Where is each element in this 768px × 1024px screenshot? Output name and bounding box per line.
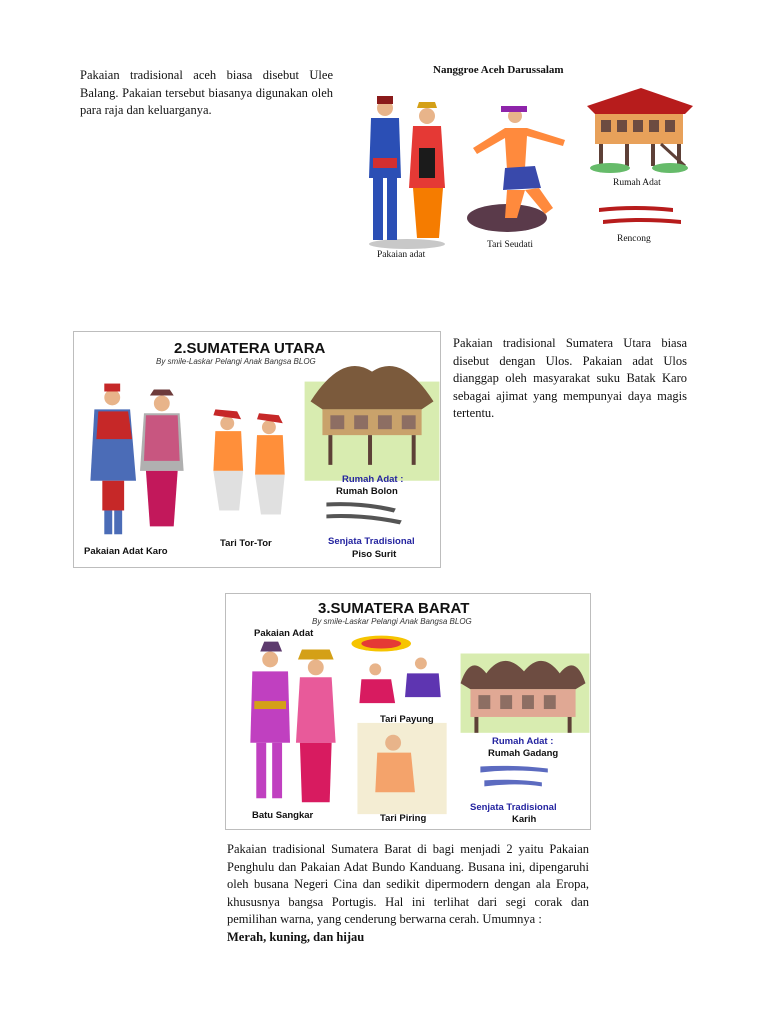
sumbar-label-clothing-top: Pakaian Adat [254,628,314,639]
sumut-illustration [74,332,440,567]
aceh-label-clothing: Pakaian adat [377,250,426,260]
sumbar-paragraph [227,841,589,946]
sumbar-label-clothing: Batu Sangkar [252,810,314,821]
sumut-figure-credit: By smile-Laskar Pelangi Anak Bangsa BLOG [156,357,316,366]
aceh-label-house: Rumah Adat [613,178,661,188]
sumut-label-clothing: Pakaian Adat Karo [84,546,168,557]
sumut-figure [73,331,441,568]
sumbar-label-house: Rumah Gadang [488,748,559,759]
sumbar-figure-title: 3.SUMATERA BARAT [318,600,470,617]
sumut-label-weapon: Piso Surit [352,549,397,560]
sumbar-paragraph-bold: Merah, kuning, dan hijau [227,929,365,944]
aceh-paragraph: Pakaian tradisional aceh biasa disebut Ulee Balang. Pakaian tersebut biasanya digunakan oleh para raja dan keluarganya. [80,68,333,117]
sumbar-figure [225,593,591,830]
sumut-label-dance: Tari Tor-Tor [220,538,272,549]
sumut-label-weapon-heading: Senjata Tradisional [328,536,415,547]
aceh-label-dance: Tari Seudati [487,240,534,250]
sumbar-paragraph-text: Pakaian tradisional Sumatera Barat di bagi menjadi 2 yaitu Pakaian Penghulu dan Pakaian Adat Bundo Kanduang. Busana ini, dipengaruhi oleh busana Negeri Cina dan sedikit dipermodern dengan ala Eropa, khususnya bangsa Portugis. Hal ini terlihat dari segi corak dan pemilihan warna, yang cenderung berwarna cerah. Umumnya : [227,842,589,926]
sumbar-figure-credit: By smile-Laskar Pelangi Anak Bangsa BLOG [312,617,472,626]
sumbar-label-dance1: Tari Payung [380,714,434,725]
sumbar-label-house-heading: Rumah Adat : [492,736,554,747]
aceh-illustration [355,58,695,263]
sumbar-label-weapon-heading: Senjata Tradisional [470,802,557,813]
sumut-label-house-heading: Rumah Adat : [342,474,404,485]
sumut-paragraph: Pakaian tradisional Sumatera Utara biasa disebut dengan Ulos. Pakaian adat Ulos dianggap oleh masyarakat suku Batak Karo sebagai ajimat yang mempunyai daya magis tertentu. [453,336,687,420]
aceh-label-weapon: Rencong [617,234,651,244]
sumbar-label-dance2: Tari Piring [380,813,427,824]
aceh-figure-title: Nanggroe Aceh Darussalam [433,64,564,76]
sumut-label-house: Rumah Bolon [336,486,398,497]
aceh-figure [355,58,695,263]
sumut-figure-title: 2.SUMATERA UTARA [174,340,326,357]
sumbar-label-weapon: Karih [512,814,537,825]
